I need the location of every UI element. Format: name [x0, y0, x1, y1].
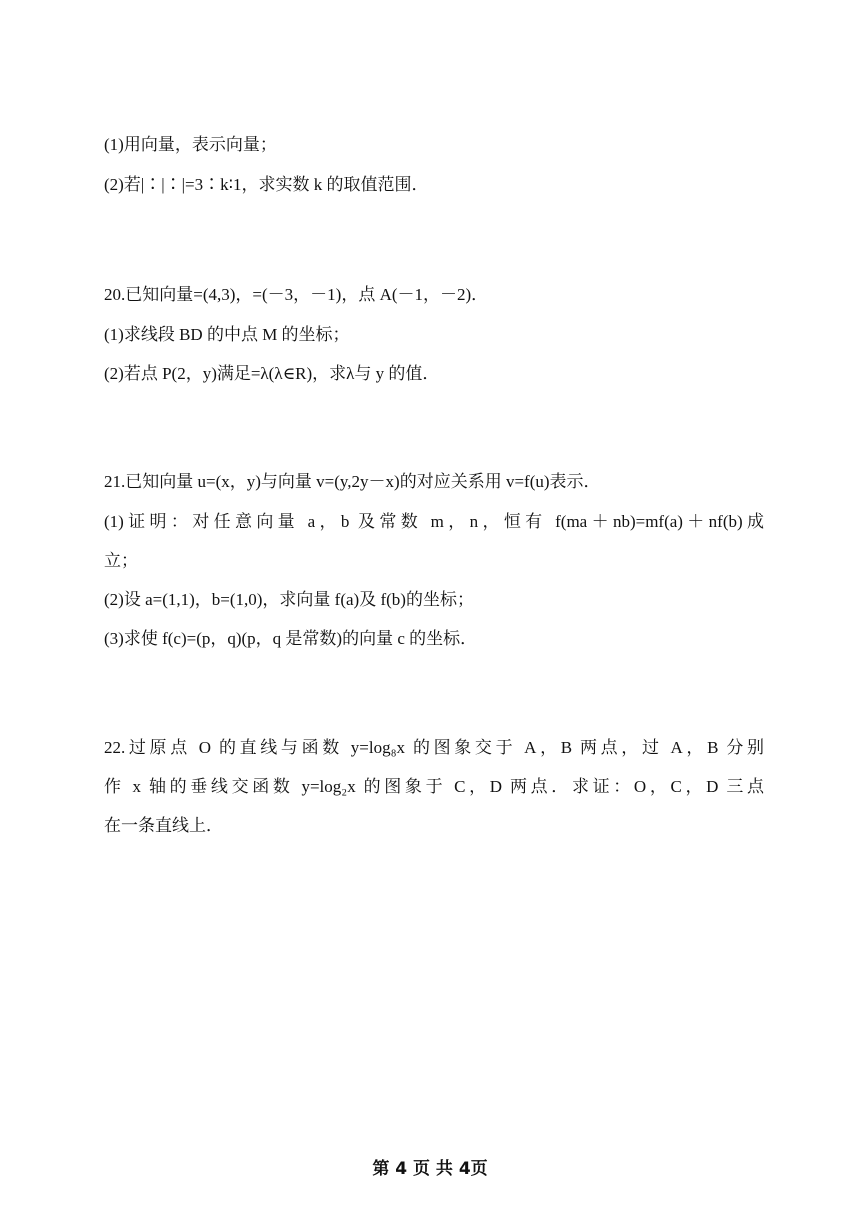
question-19-part-2: (2)若|∶|∶|=3∶k∶1，求实数 k 的取值范围． — [104, 175, 429, 194]
question-21-part-1-line-1: (1)证明：对任意向量 a，b 及常数 m，n，恒有 f(ma＋nb)=mf(a)＋nf(b)成 — [104, 512, 764, 531]
question-21-part-2: (2)设 a=(1,1)，b=(1,0)，求向量 f(a)及 f(b)的坐标； — [104, 590, 474, 609]
page-footer: 第 4 页 共 4页 — [372, 1159, 488, 1179]
question-22-line-2: 作 x 轴的垂线交函数 y=log₂x 的图象于 C，D 两点．求证：O，C，D 三点 — [104, 777, 764, 796]
question-21-stem: 21.已知向量 u=(x，y)与向量 v=(y,2y－x)的对应关系用 v=f(u)表示． — [104, 472, 601, 491]
question-20-part-2: (2)若点 P(2，y)满足=λ(λ∈R)，求λ与 y 的值． — [104, 364, 440, 383]
question-20-part-1: (1)求线段 BD 的中点 M 的坐标； — [104, 325, 350, 344]
question-21-part-3: (3)求使 f(c)=(p，q)(p，q 是常数)的向量 c 的坐标． — [104, 629, 478, 648]
question-19-part-1: (1)用向量，表示向量； — [104, 135, 277, 154]
question-20-stem: 20.已知向量=(4,3)，=(－3，－1)，点 A(－1，－2)． — [104, 285, 489, 304]
question-21-part-1-line-2: 立； — [104, 551, 138, 570]
question-22-line-1: 22.过原点 O 的直线与函数 y=log₈x 的图象交于 A，B 两点，过 A，B 分别 — [104, 738, 764, 757]
question-22-line-3: 在一条直线上． — [104, 816, 223, 835]
